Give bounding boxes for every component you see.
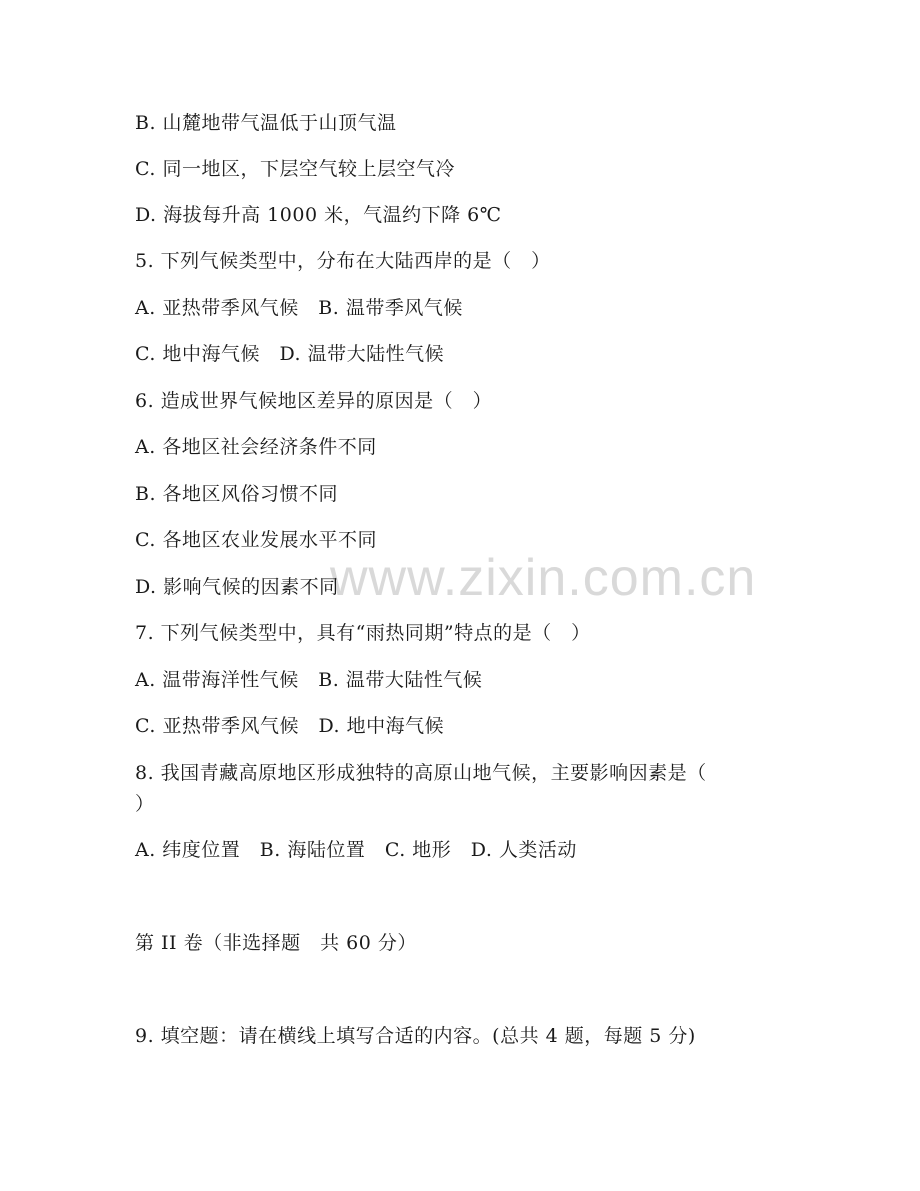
option-b-q4: B. 山麓地带气温低于山顶气温: [135, 112, 397, 134]
section-title: 第 II 卷（非选择题 共 60 分）: [135, 932, 417, 954]
question-5: 5. 下列气候类型中，分布在大陆西岸的是（ ）: [135, 250, 551, 272]
question-9: 9. 填空题：请在横线上填写合适的内容。(总共 4 题，每题 5 分): [135, 1025, 696, 1047]
question-8: 8. 我国青藏高原地区形成独特的高原山地气候，主要影响因素是（: [135, 762, 707, 784]
option-c-q4: C. 同一地区，下层空气较上层空气冷: [135, 158, 455, 180]
options-q8: A. 纬度位置 B. 海陆位置 C. 地形 D. 人类活动: [135, 839, 577, 861]
options-ab-q5: A. 亚热带季风气候 B. 温带季风气候: [135, 297, 463, 319]
option-a-q6: A. 各地区社会经济条件不同: [135, 436, 377, 458]
question-8-continuation: ）: [135, 793, 155, 815]
option-c-q6: C. 各地区农业发展水平不同: [135, 529, 377, 551]
option-d-q6: D. 影响气候的因素不同: [135, 576, 339, 598]
question-7: 7. 下列气候类型中，具有“雨热同期”特点的是（ ）: [135, 622, 591, 644]
option-d-q4: D. 海拔每升高 1000 米，气温约下降 6℃: [135, 204, 502, 226]
option-b-q6: B. 各地区风俗习惯不同: [135, 483, 339, 505]
options-cd-q7: C. 亚热带季风气候 D. 地中海气候: [135, 715, 445, 737]
question-6: 6. 造成世界气候地区差异的原因是（ ）: [135, 390, 493, 412]
options-ab-q7: A. 温带海洋性气候 B. 温带大陆性气候: [135, 669, 483, 691]
options-cd-q5: C. 地中海气候 D. 温带大陆性气候: [135, 343, 445, 365]
watermark: www.zixin.com.cn: [330, 549, 757, 607]
